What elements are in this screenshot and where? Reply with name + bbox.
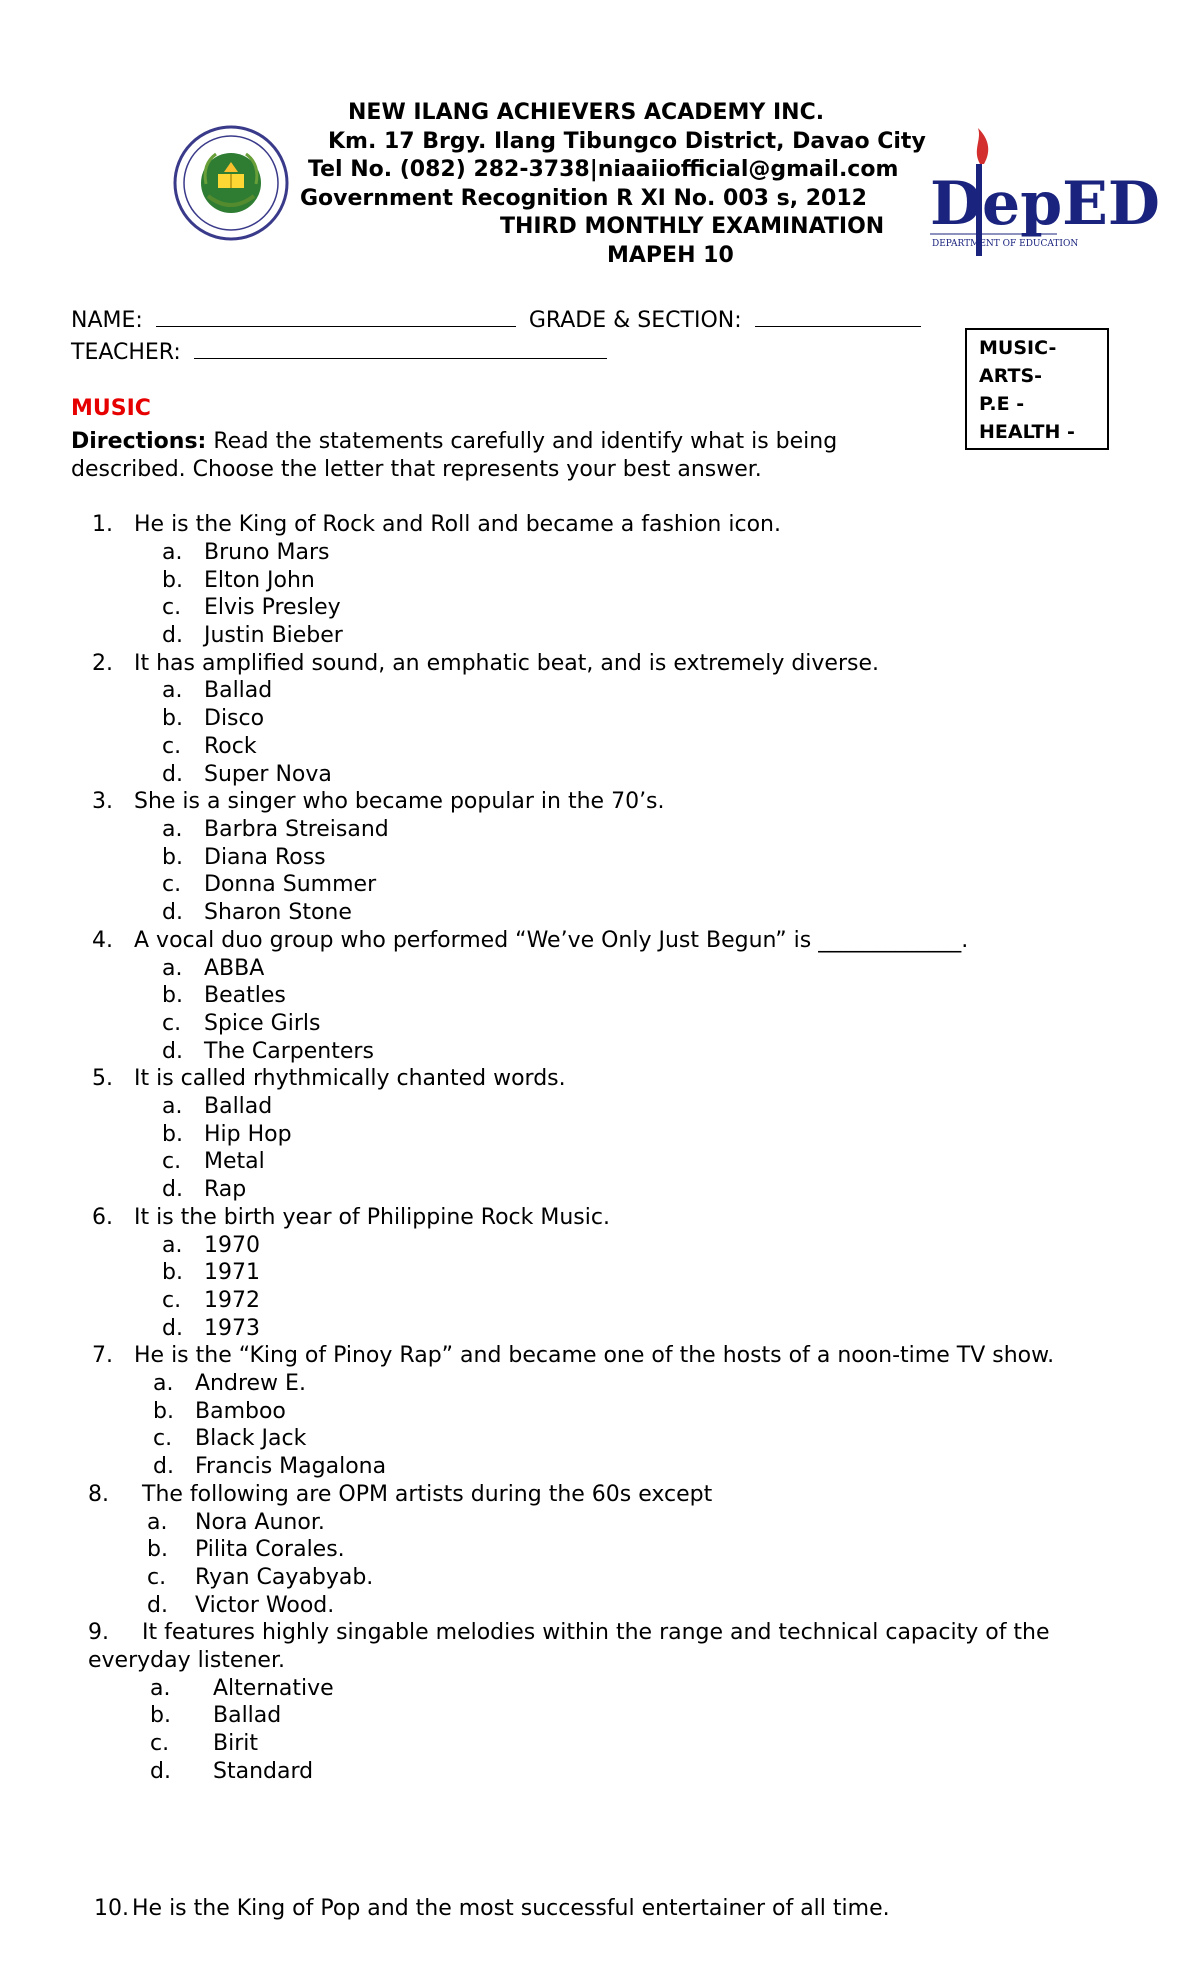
score-pe: P.E - bbox=[979, 393, 1025, 415]
directions-text-2: described. Choose the letter that represents your best answer. bbox=[71, 457, 762, 482]
question-text: He is the King of Rock and Roll and became a fashion icon. bbox=[134, 512, 781, 537]
option-5c bbox=[162, 1148, 265, 1175]
option-9a bbox=[150, 1675, 334, 1702]
question-6 bbox=[92, 1204, 610, 1231]
option-text: Super Nova bbox=[204, 762, 332, 787]
question-text: He is the “King of Pinoy Rap” and became one of the hosts of a noon-time TV show. bbox=[134, 1343, 1055, 1368]
option-8b bbox=[147, 1536, 345, 1563]
question-9 bbox=[88, 1619, 1050, 1646]
question-number: 5. bbox=[92, 1066, 113, 1091]
option-text: 1973 bbox=[204, 1316, 260, 1341]
option-letter: a. bbox=[150, 1676, 171, 1701]
option-3d bbox=[162, 899, 352, 926]
option-text: Rock bbox=[204, 734, 257, 759]
question-9-continued: everyday listener. bbox=[88, 1648, 285, 1673]
option-4a bbox=[162, 955, 264, 982]
option-2c bbox=[162, 733, 257, 760]
option-letter: c. bbox=[153, 1426, 173, 1451]
exam-title: THIRD MONTHLY EXAMINATION bbox=[500, 214, 885, 239]
option-6b bbox=[162, 1259, 260, 1286]
option-letter: a. bbox=[162, 1233, 183, 1258]
teacher-label: TEACHER: bbox=[71, 340, 181, 365]
option-letter: a. bbox=[162, 1094, 183, 1119]
option-letter: d. bbox=[162, 1039, 183, 1064]
question-text: It is called rhythmically chanted words. bbox=[134, 1066, 566, 1091]
option-letter: c. bbox=[162, 734, 182, 759]
grade-section-label: GRADE & SECTION: bbox=[528, 308, 742, 333]
option-text: Bruno Mars bbox=[204, 540, 330, 565]
question-5 bbox=[92, 1065, 566, 1092]
option-letter: b. bbox=[162, 706, 183, 731]
option-9c bbox=[150, 1730, 258, 1757]
question-number: 2. bbox=[92, 651, 113, 676]
directions bbox=[71, 429, 837, 454]
subject-title: MAPEH 10 bbox=[607, 243, 734, 268]
option-text: Standard bbox=[213, 1759, 314, 1784]
option-letter: d. bbox=[147, 1593, 168, 1618]
option-text: Diana Ross bbox=[204, 845, 326, 870]
option-text: Nora Aunor. bbox=[195, 1510, 325, 1535]
option-1d bbox=[162, 622, 343, 649]
option-text: Donna Summer bbox=[204, 872, 377, 897]
option-5a bbox=[162, 1093, 272, 1120]
question-text: The following are OPM artists during the 60s except bbox=[142, 1482, 713, 1507]
option-text: Ballad bbox=[213, 1703, 282, 1728]
option-3c bbox=[162, 871, 376, 898]
option-4c bbox=[162, 1010, 320, 1037]
option-letter: a. bbox=[162, 678, 183, 703]
directions-text-1: Read the statements carefully and identify what is being bbox=[213, 429, 838, 454]
deped-logo-subtext: DEPARTMENT OF EDUCATION bbox=[932, 239, 1079, 249]
option-text: ABBA bbox=[204, 956, 265, 981]
option-1a bbox=[162, 539, 329, 566]
option-5b bbox=[162, 1121, 292, 1148]
option-6d bbox=[162, 1315, 260, 1342]
option-text: Sharon Stone bbox=[204, 900, 352, 925]
option-letter: c. bbox=[162, 1149, 182, 1174]
option-text: Justin Bieber bbox=[204, 623, 343, 648]
option-8a bbox=[147, 1509, 325, 1536]
option-text: Andrew E. bbox=[195, 1371, 306, 1396]
option-letter: b. bbox=[162, 983, 183, 1008]
directions-label: Directions: bbox=[71, 429, 207, 454]
option-letter: b. bbox=[162, 1122, 183, 1147]
option-letter: b. bbox=[150, 1703, 171, 1728]
option-text: Ballad bbox=[204, 1094, 273, 1119]
score-health: HEALTH - bbox=[979, 421, 1075, 443]
option-3b bbox=[162, 844, 326, 871]
school-contact: Tel No. (082) 282-3738|niaaiiofficial@gmail.com bbox=[308, 157, 899, 182]
government-recognition: Government Recognition R XI No. 003 s, 2012 bbox=[300, 186, 867, 211]
option-4d bbox=[162, 1038, 374, 1065]
deped-logo bbox=[922, 124, 1160, 264]
option-text: Hip Hop bbox=[204, 1122, 292, 1147]
option-7c bbox=[153, 1425, 306, 1452]
option-text: Pilita Corales. bbox=[195, 1537, 345, 1562]
option-6c bbox=[162, 1287, 260, 1314]
question-text: It has amplified sound, an emphatic beat, and is extremely diverse. bbox=[134, 651, 879, 676]
option-text: 1972 bbox=[204, 1288, 260, 1313]
teacher-field bbox=[71, 336, 607, 365]
option-text: 1971 bbox=[204, 1260, 260, 1285]
option-text: Black Jack bbox=[195, 1426, 307, 1451]
question-number: 1. bbox=[92, 512, 113, 537]
question-text: He is the King of Pop and the most successful entertainer of all time. bbox=[132, 1896, 890, 1921]
option-text: Ballad bbox=[204, 678, 273, 703]
option-text: Elton John bbox=[204, 568, 315, 593]
school-name: NEW ILANG ACHIEVERS ACADEMY INC. bbox=[348, 100, 825, 125]
option-text: Barbra Streisand bbox=[204, 817, 389, 842]
option-text: Alternative bbox=[213, 1676, 334, 1701]
option-text: Rap bbox=[204, 1177, 247, 1202]
option-2a bbox=[162, 677, 272, 704]
option-letter: d. bbox=[162, 1316, 183, 1341]
option-6a bbox=[162, 1232, 260, 1259]
option-1b bbox=[162, 567, 315, 594]
option-letter: c. bbox=[162, 872, 182, 897]
question-3 bbox=[92, 788, 665, 815]
question-8 bbox=[88, 1481, 712, 1508]
name-blank[interactable] bbox=[156, 304, 516, 327]
option-2b bbox=[162, 705, 264, 732]
question-text: It features highly singable melodies within the range and technical capacity of the bbox=[142, 1620, 1050, 1645]
question-text: She is a singer who became popular in the 70’s. bbox=[134, 789, 665, 814]
option-9d bbox=[150, 1758, 313, 1785]
option-text: Metal bbox=[204, 1149, 265, 1174]
school-seal-logo bbox=[172, 124, 290, 242]
question-text: It is the birth year of Philippine Rock Music. bbox=[134, 1205, 610, 1230]
question-4 bbox=[92, 927, 968, 954]
question-number: 7. bbox=[92, 1343, 113, 1368]
option-letter: a. bbox=[162, 956, 183, 981]
question-1 bbox=[92, 511, 781, 538]
option-letter: b. bbox=[162, 845, 183, 870]
option-letter: a. bbox=[153, 1371, 174, 1396]
question-10 bbox=[94, 1895, 890, 1922]
question-number: 6. bbox=[92, 1205, 113, 1230]
grade-section-blank[interactable] bbox=[755, 304, 921, 327]
name-field bbox=[71, 304, 921, 333]
score-music: MUSIC- bbox=[979, 337, 1057, 359]
option-text: Ryan Cayabyab. bbox=[195, 1565, 374, 1590]
option-8c bbox=[147, 1564, 373, 1591]
section-title: MUSIC bbox=[71, 396, 151, 421]
option-letter: c. bbox=[162, 1288, 182, 1313]
option-letter: a. bbox=[162, 817, 183, 842]
option-text: Birit bbox=[213, 1731, 258, 1756]
option-5d bbox=[162, 1176, 246, 1203]
option-letter: d. bbox=[162, 762, 183, 787]
option-letter: b. bbox=[153, 1399, 174, 1424]
option-text: The Carpenters bbox=[204, 1039, 374, 1064]
option-text: Beatles bbox=[204, 983, 286, 1008]
question-number: 10. bbox=[94, 1896, 129, 1921]
question-number: 4. bbox=[92, 928, 113, 953]
option-text: Victor Wood. bbox=[195, 1593, 335, 1618]
question-2 bbox=[92, 650, 879, 677]
option-7b bbox=[153, 1398, 286, 1425]
option-letter: a. bbox=[147, 1510, 168, 1535]
question-number: 8. bbox=[88, 1482, 109, 1507]
option-letter: d. bbox=[162, 623, 183, 648]
option-1c bbox=[162, 594, 341, 621]
question-number: 3. bbox=[92, 789, 113, 814]
option-letter: a. bbox=[162, 540, 183, 565]
question-text: A vocal duo group who performed “We’ve Only Just Begun” is _____________. bbox=[134, 928, 969, 953]
option-7d bbox=[153, 1453, 386, 1480]
score-box bbox=[965, 328, 1109, 450]
teacher-blank[interactable] bbox=[194, 336, 607, 359]
score-arts: ARTS- bbox=[979, 365, 1043, 387]
name-label: NAME: bbox=[71, 308, 143, 333]
option-text: Disco bbox=[204, 706, 265, 731]
option-2d bbox=[162, 761, 332, 788]
deped-logo-text: DepED bbox=[930, 169, 1160, 239]
option-text: Spice Girls bbox=[204, 1011, 321, 1036]
option-3a bbox=[162, 816, 389, 843]
option-text: 1970 bbox=[204, 1233, 260, 1258]
option-9b bbox=[150, 1702, 281, 1729]
option-text: Elvis Presley bbox=[204, 595, 341, 620]
option-letter: c. bbox=[147, 1565, 167, 1590]
question-7 bbox=[92, 1342, 1054, 1369]
option-letter: c. bbox=[162, 1011, 182, 1036]
option-7a bbox=[153, 1370, 306, 1397]
option-8d bbox=[147, 1592, 334, 1619]
option-letter: b. bbox=[162, 1260, 183, 1285]
option-letter: c. bbox=[162, 595, 182, 620]
question-number: 9. bbox=[88, 1620, 109, 1645]
option-letter: b. bbox=[162, 568, 183, 593]
option-text: Bamboo bbox=[195, 1399, 286, 1424]
school-address: Km. 17 Brgy. Ilang Tibungco District, Davao City bbox=[328, 129, 926, 154]
option-4b bbox=[162, 982, 286, 1009]
option-letter: b. bbox=[147, 1537, 168, 1562]
option-letter: d. bbox=[162, 1177, 183, 1202]
option-letter: c. bbox=[150, 1731, 170, 1756]
option-text: Francis Magalona bbox=[195, 1454, 387, 1479]
option-letter: d. bbox=[162, 900, 183, 925]
option-letter: d. bbox=[153, 1454, 174, 1479]
option-letter: d. bbox=[150, 1759, 171, 1784]
